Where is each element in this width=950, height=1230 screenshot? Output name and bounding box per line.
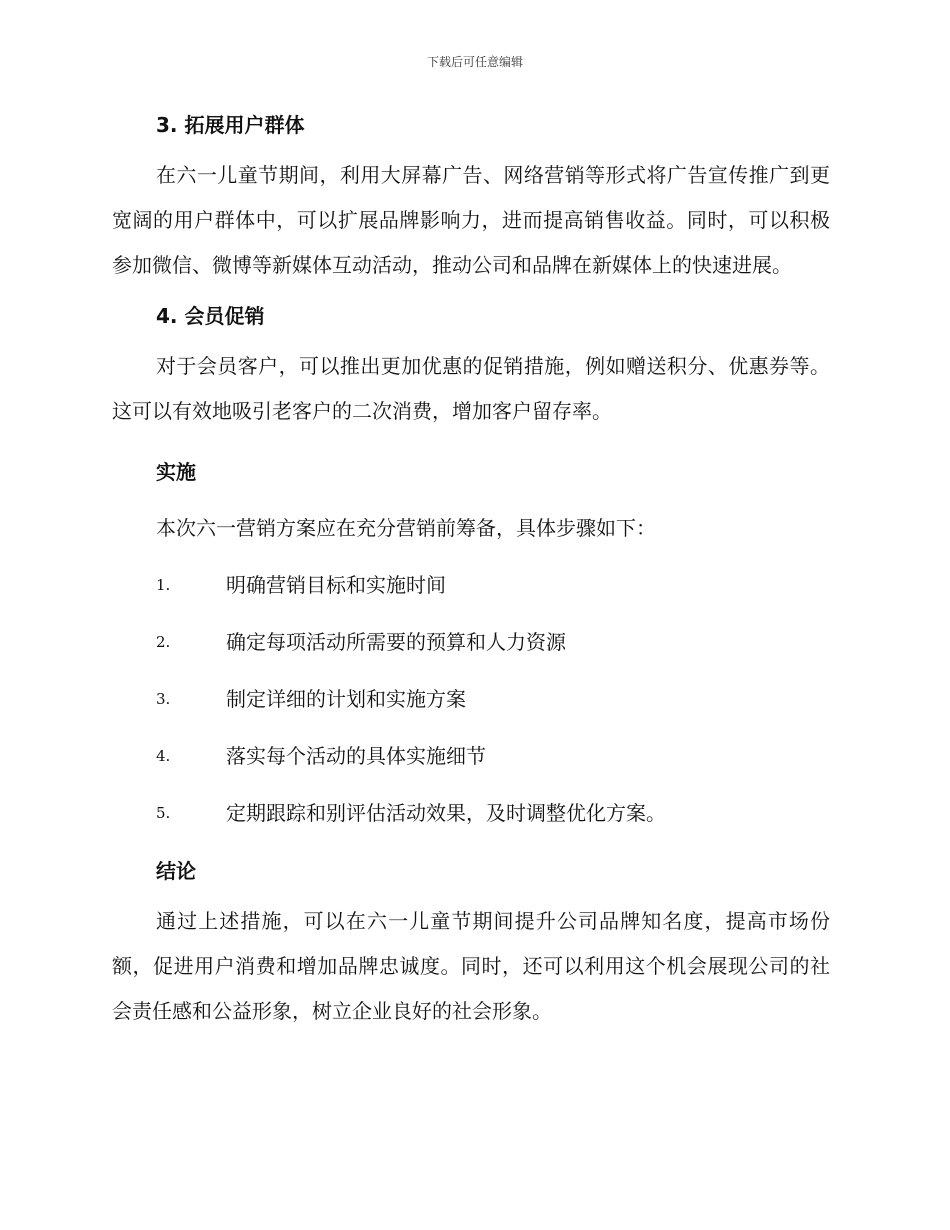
section-heading-member-promotion: 4. 会员促销 bbox=[156, 304, 265, 328]
section-paragraph-conclusion: 通过上述措施，可以在六一儿童节期间提升公司品牌知名度，提高市场份额，促进用户消费和增加品牌忠诚度。同时，还可以利用这个机会展现公司的社会责任感和公益形象，树立企业良好的社会形象。 bbox=[112, 909, 830, 1023]
step-text: 制定详细的计划和实施方案 bbox=[226, 687, 466, 711]
section-paragraph-expand-users: 在六一儿童节期间，利用大屏幕广告、网络营销等形式将广告宣传推广到更宽阔的用户群体中，可以扩展品牌影响力，进而提高销售收益。同时，可以积极参加微信、微博等新媒体互动活动，推动公司和品牌在新媒体上的快速进展。 bbox=[112, 163, 830, 277]
implementation-steps-list bbox=[112, 570, 830, 828]
list-item bbox=[112, 570, 830, 600]
header-note: 下载后可任意编辑 bbox=[426, 55, 523, 69]
step-text: 落实每个活动的具体实施细节 bbox=[226, 744, 486, 768]
step-number: 2. bbox=[156, 633, 171, 651]
list-item bbox=[112, 798, 830, 828]
list-item bbox=[112, 741, 830, 771]
step-number: 5. bbox=[156, 804, 171, 822]
section-heading-expand-users: 3. 拓展用户群体 bbox=[156, 113, 305, 137]
step-text: 确定每项活动所需要的预算和人力资源 bbox=[226, 630, 566, 654]
step-text: 定期跟踪和别评估活动效果，及时调整优化方案。 bbox=[226, 801, 666, 825]
step-text: 明确营销目标和实施时间 bbox=[226, 573, 446, 597]
step-number: 3. bbox=[156, 690, 171, 708]
implementation-intro: 本次六一营销方案应在充分营销前筹备，具体步骤如下： bbox=[156, 516, 656, 540]
step-number: 4. bbox=[156, 747, 171, 765]
section-heading-implementation: 实施 bbox=[156, 460, 196, 484]
section-heading-conclusion: 结论 bbox=[156, 859, 196, 883]
list-item bbox=[112, 684, 830, 714]
step-number: 1. bbox=[156, 576, 171, 594]
section-paragraph-member-promotion: 对于会员客户，可以推出更加优惠的促销措施，例如赠送积分、优惠券等。这可以有效地吸引老客户的二次消费，增加客户留存率。 bbox=[112, 354, 830, 423]
list-item bbox=[112, 627, 830, 657]
document-body bbox=[112, 110, 830, 1034]
